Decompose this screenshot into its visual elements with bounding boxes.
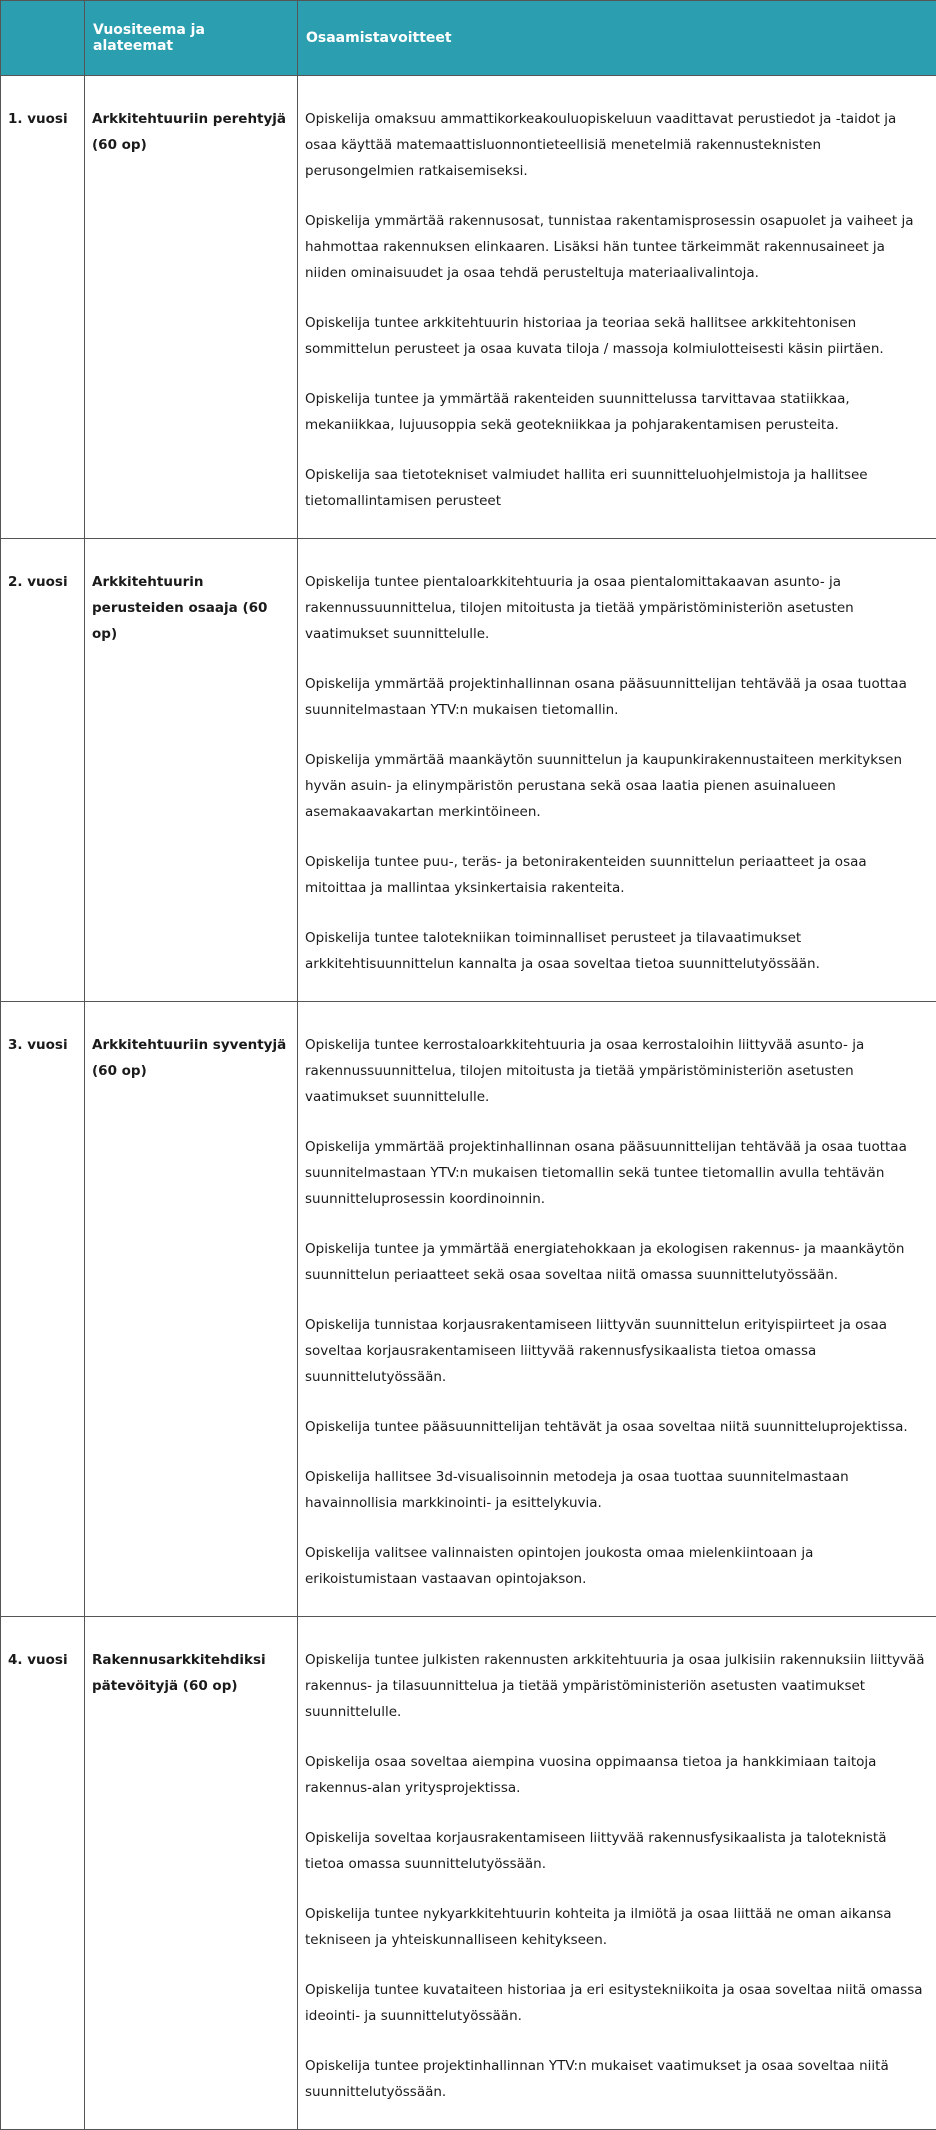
goal-item: Opiskelija tuntee projektinhallinnan YTV:n mukaiset vaatimukset ja osaa soveltaa niitä suunnittelutyössään. xyxy=(305,2053,929,2105)
goal-item: Opiskelija tuntee talotekniikan toiminnalliset perusteet ja tilavaatimukset arkkitehtisuunnittelun kannalta ja osaa soveltaa tietoa suunnittelutyössään. xyxy=(305,925,929,977)
header-goals: Osaamistavoitteet xyxy=(298,1,936,76)
goal-item: Opiskelija ymmärtää rakennusosat, tunnistaa rakentamisprosessin osapuolet ja vaiheet ja hahmottaa rakennuksen elinkaaren. Lisäksi hän tuntee tärkeimmät rakennusaineet ja niiden ominaisuudet ja osaa tehdä perusteltuja materiaalivalintoja. xyxy=(305,208,929,286)
goal-item: Opiskelija ymmärtää maankäytön suunnittelun ja kaupunkirakennustaiteen merkityksen hyvän asuin- ja elinympäristön perustana sekä osaa laatia pienen asuinalueen asemakaavakartan merkintöineen. xyxy=(305,747,929,825)
goal-item: Opiskelija saa tietotekniset valmiudet hallita eri suunnitteluohjelmistoja ja hallitsee tietomallintamisen perusteet xyxy=(305,462,929,514)
header-year xyxy=(1,1,85,76)
goal-item: Opiskelija ymmärtää projektinhallinnan osana pääsuunnittelijan tehtävää ja osaa tuottaa suunnitelmastaan YTV:n mukaisen tietomallin. xyxy=(305,671,929,723)
year-cell: 3. vuosi xyxy=(1,1002,85,1617)
year-cell: 1. vuosi xyxy=(1,76,85,539)
goals-cell xyxy=(298,1002,936,1617)
goal-item: Opiskelija soveltaa korjausrakentamiseen liittyvää rakennusfysikaalista ja taloteknistä tietoa omassa suunnittelutyössään. xyxy=(305,1825,929,1877)
goal-item: Opiskelija ymmärtää projektinhallinnan osana pääsuunnittelijan tehtävää ja osaa tuottaa suunnitelmastaan YTV:n mukaisen tietomallin sekä tuntee tietomallin avulla tehtävän suunnitteluprosessin koordinoinnin. xyxy=(305,1134,929,1212)
goal-item: Opiskelija tuntee nykyarkkitehtuurin kohteita ja ilmiötä ja osaa liittää ne oman aikansa tekniseen ja yhteiskunnalliseen kehitykseen. xyxy=(305,1901,929,1953)
table-row xyxy=(1,1002,936,1617)
header-theme: Vuositeema ja alateemat xyxy=(85,1,298,76)
theme-cell: Rakennusarkkitehdiksi pätevöityjä (60 op) xyxy=(85,1617,298,2130)
table-row xyxy=(1,76,936,539)
goal-item: Opiskelija tuntee ja ymmärtää rakenteiden suunnittelussa tarvittavaa statiikkaa, mekaniikkaa, lujuusoppia sekä geotekniikkaa ja pohjarakentamisen perusteita. xyxy=(305,386,929,438)
goal-item: Opiskelija valitsee valinnaisten opintojen joukosta omaa mielenkiintoaan ja erikoistumistaan vastaavan opintojakson. xyxy=(305,1540,929,1592)
goal-item: Opiskelija tuntee pääsuunnittelijan tehtävät ja osaa soveltaa niitä suunnitteluprojektissa. xyxy=(305,1414,929,1440)
goal-item: Opiskelija tuntee julkisten rakennusten arkkitehtuuria ja osaa julkisiin rakennuksiin liittyvää rakennus- ja tilasuunnittelua ja tietää ympäristöministeriön asetusten vaatimukset suunnittelulle. xyxy=(305,1647,929,1725)
theme-cell: Arkkitehtuuriin perehtyjä (60 op) xyxy=(85,76,298,539)
goal-item: Opiskelija tuntee ja ymmärtää energiatehokkaan ja ekologisen rakennus- ja maankäytön suunnittelun periaatteet sekä osaa soveltaa niitä omassa suunnittelutyössään. xyxy=(305,1236,929,1288)
year-cell: 4. vuosi xyxy=(1,1617,85,2130)
header-row xyxy=(1,1,936,76)
theme-cell: Arkkitehtuurin perusteiden osaaja (60 op) xyxy=(85,539,298,1002)
goal-item: Opiskelija omaksuu ammattikorkeakouluopiskeluun vaadittavat perustiedot ja -taidot ja osaa käyttää matemaattisluonnontieteellisiä menetelmiä rakennusteknisten perusongelmien ratkaisemiseksi. xyxy=(305,106,929,184)
goals-cell xyxy=(298,76,936,539)
goal-item: Opiskelija osaa soveltaa aiempina vuosina oppimaansa tietoa ja hankkimiaan taitoja rakennus-alan yritysprojektissa. xyxy=(305,1749,929,1801)
goal-item: Opiskelija tuntee kuvataiteen historiaa ja eri esitystekniikoita ja osaa soveltaa niitä omassa ideointi- ja suunnittelutyössään. xyxy=(305,1977,929,2029)
theme-cell: Arkkitehtuuriin syventyjä (60 op) xyxy=(85,1002,298,1617)
goal-item: Opiskelija tuntee arkkitehtuurin historiaa ja teoriaa sekä hallitsee arkkitehtonisen sommittelun perusteet ja osaa kuvata tiloja / massoja kolmiulotteisesti käsin piirtäen. xyxy=(305,310,929,362)
goals-cell xyxy=(298,1617,936,2130)
goals-cell xyxy=(298,539,936,1002)
goal-item: Opiskelija tuntee kerrostaloarkkitehtuuria ja osaa kerrostaloihin liittyvää asunto- ja rakennussuunnittelua, tilojen mitoitusta ja tietää ympäristöministeriön asetusten vaatimukset suunnittelulle. xyxy=(305,1032,929,1110)
goal-item: Opiskelija tuntee pientaloarkkitehtuuria ja osaa pientalomittakaavan asunto- ja rakennussuunnittelua, tilojen mitoitusta ja tietää ympäristöministeriön asetusten vaatimukset suunnittelulle. xyxy=(305,569,929,647)
table-row xyxy=(1,539,936,1002)
goal-item: Opiskelija tuntee puu-, teräs- ja betonirakenteiden suunnittelun periaatteet ja osaa mitoittaa ja mallintaa yksinkertaisia rakenteita. xyxy=(305,849,929,901)
goal-item: Opiskelija hallitsee 3d-visualisoinnin metodeja ja osaa tuottaa suunnitelmastaan havainnollisia markkinointi- ja esittelykuvia. xyxy=(305,1464,929,1516)
year-cell: 2. vuosi xyxy=(1,539,85,1002)
goal-item: Opiskelija tunnistaa korjausrakentamiseen liittyvän suunnittelun erityispiirteet ja osaa soveltaa korjausrakentamiseen liittyvää rakennusfysikaalista tietoa omassa suunnittelutyössään. xyxy=(305,1312,929,1390)
table-row xyxy=(1,1617,936,2130)
